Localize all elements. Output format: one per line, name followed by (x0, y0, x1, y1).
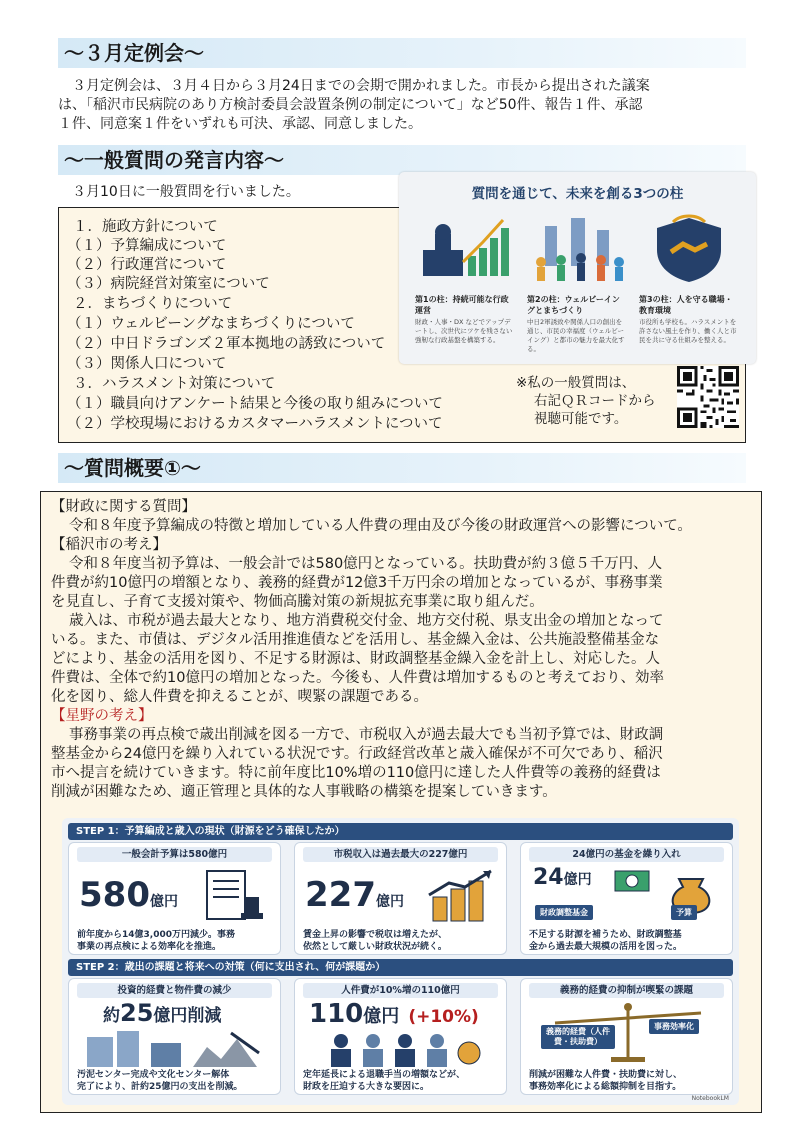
qr-code-icon[interactable] (673, 366, 743, 428)
section-heading-march-session: 〜３月定例会〜 (58, 38, 746, 68)
march-session-text (58, 77, 758, 134)
card-big-number: 227億円 (305, 875, 404, 915)
card-desc: 不足する財源を補うため、財政調整基 金から過去最大規模の活用を図った。 (529, 930, 683, 952)
topic-item: （２）中日ドラゴンズ２軍本拠地の誘致について (67, 336, 386, 352)
pillar-desc: 市役所も学校も。ハラスメントを許さない風土を作り、働く人と市民を共に守る仕組みを整える。 (639, 318, 737, 344)
pillar-title: 第1の柱：持続可能な行政運営 (415, 295, 509, 315)
card-big-number: 110億円 (+10%) (309, 999, 479, 1029)
topic-item: ３．ハラスメント対策について (73, 376, 276, 392)
city-view-line: 化を図り、総人件費を抑えることが、喫緊の課題である。 (51, 689, 428, 705)
section-heading-general-questions: 〜一般質問の発言内容〜 (58, 145, 746, 175)
card-big-number: 580億円 (79, 875, 178, 915)
card-desc: 定年延長による退職手当の増額などが、 財政を圧迫する大きな要因に。 (303, 1070, 466, 1092)
question-label: 【財政に関する質問】 (51, 499, 196, 515)
city-view-line: 件費は、全体で約10億円の増加となった。今後も、人件費は増加するものと考えており、効率 (51, 670, 664, 686)
topic-item: （３）関係人口について (67, 356, 227, 372)
qr-note-line: ※私の一般質問は、 (516, 375, 636, 391)
hoshino-view-line: 削減が困難なため、適正管理と具体的な人事戦略の構築を提案していきます。 (51, 784, 557, 800)
budget-tag: 予算 (671, 905, 697, 920)
notebooklm-watermark: NotebookLM (691, 1095, 729, 1102)
card-general-budget (68, 842, 281, 955)
city-view-line: を見直し、子育て支援対策や、物価高騰対策の新規拡充事業に取り組んだ。 (51, 594, 544, 610)
three-pillars-infographic (399, 172, 756, 364)
card-desc: 賃金上昇の影響で税収は増えたが、 依然として厳しい財政状況が続く。 (303, 930, 448, 952)
topic-item: （１）予算編成について (67, 238, 227, 254)
city-view-line: いる。また、市債は、デジタル活用推進債などを活用し、基金繰入金は、公共施設整備基金な (51, 632, 660, 648)
text-line: は、「稲沢市民病院のあり方検討委員会設置条例の制定について」など50件、報告１件、承認 (58, 97, 643, 113)
budget-steps-infographic (62, 818, 739, 1105)
section-heading-question-summary: 〜質問概要①〜 (58, 453, 746, 483)
city-view-label: 【稲沢市の考え】 (51, 537, 167, 553)
topic-item: （１）ウェルビーングなまちづくりについて (67, 316, 355, 332)
pillar-title: 第2の柱：ウェルビーイングとまちづくり (527, 295, 620, 315)
capitol-growth-icon (413, 212, 517, 284)
hoshino-view-label: 【星野の考え】 (51, 708, 153, 724)
city-view-line: 歳入は、市税が過去最大となり、地方消費税交付金、地方交付税、県支出金の増加となって (69, 613, 664, 629)
topic-item: （３）病院経営対策室について (67, 276, 270, 292)
card-title: 義務的経費の抑制が喫緊の課題 (529, 983, 724, 998)
card-desc: 削減が困難な人件費・扶助費に対し、 事務効率化による総額抑制を目指す。 (529, 1070, 683, 1092)
general-questions-intro: ３月10日に一般質問を行いました。 (72, 184, 300, 200)
card-investment-reduction (68, 978, 281, 1095)
city-view-line: どにより、基金の活用を図り、不足する財源は、財政調整基金繰入金を計上し、対応した。人 (51, 651, 660, 667)
topic-item: （２）行政運営について (67, 257, 227, 273)
card-title: 一般会計予算は580億円 (77, 847, 272, 862)
coins-growth-icon (425, 867, 499, 925)
card-tax-revenue (294, 842, 507, 955)
card-title: 人件費が10%増の110億円 (303, 983, 498, 998)
topic-item: １．施政方針について (73, 219, 218, 235)
topic-item: （２）学校現場におけるカスタマーハラスメントについて (67, 416, 443, 432)
buildings-demolition-icon (81, 1029, 271, 1067)
community-people-icon (525, 212, 629, 284)
card-title: 投資的経費と物件費の減少 (77, 983, 272, 998)
efficiency-tag: 事務効率化 (649, 1019, 699, 1034)
card-desc: 汚泥センター完成や文化センター解体 完了により、計約25億円の支出を削減。 (77, 1070, 243, 1092)
card-big-number: 24億円 (533, 865, 592, 890)
city-view-line: 令和８年度当初予算は、一般会計では580億円となっている。扶助費が約３億５千万円、人 (69, 556, 663, 572)
workers-icon (325, 1031, 485, 1067)
card-desc: 前年度から14億3,000万円減少。事務 事業の再点検による効率化を推進。 (77, 930, 235, 952)
question-text: 令和８年度予算編成の特徴と増加している人件費の理由及び今後の財政運営への影響について。 (69, 518, 692, 534)
qr-note-line: 右記ＱＲコードから (534, 393, 656, 409)
card-fund-transfer (520, 842, 733, 955)
hoshino-view-line: 事務事業の再点検で歳出削減を図る一方で、市税収入が過去最大でも当初予算では、財政調 (69, 727, 664, 743)
card-big-number: 約25億円削減 (103, 999, 222, 1027)
hoshino-view-line: 市へ提言を続けていきます。特に前年度比10%増の110億円に達した人件費等の義務的経費は (51, 765, 661, 781)
fund-tag: 財政調整基金 (535, 905, 593, 920)
text-line: １件、同意案１件をいずれも可決、承認、同意しました。 (58, 116, 422, 132)
mandatory-expense-tag: 義務的経費（人件費・扶助費） (541, 1025, 615, 1049)
topic-item: ２．まちづくりについて (73, 296, 233, 312)
card-mandatory-expense (520, 978, 733, 1095)
infographic-title: 質問を通じて、未来を創る3つの柱 (471, 186, 684, 202)
shield-handshake-icon (637, 212, 741, 284)
city-view-line: 件費が約10億円の増額となり、義務的経費が12億3千万円余の増加となっているが、事務事業 (51, 575, 663, 591)
hoshino-view-line: 整基金から24億円を繰り入れている状況です。行政経営改革と歳入確保が不可欠であり、稲沢 (51, 746, 663, 762)
step2-header: STEP 2：歳出の課題と将来への対策（何に支出され、何が課題か） (68, 959, 733, 976)
card-title: 24億円の基金を繰り入れ (529, 847, 724, 862)
document-stamp-icon (201, 867, 269, 923)
qr-note-line: 視聴可能です。 (534, 411, 628, 427)
text-line: ３月定例会は、３月４日から３月24日までの会期で開かれました。市長から提出された議案 (72, 78, 650, 94)
banknote-icon (613, 867, 651, 895)
card-title: 市税収入は過去最大の227億円 (303, 847, 498, 862)
pillar-title: 第3の柱：人を守る職場・教育環境 (639, 295, 733, 315)
card-personnel-cost (294, 978, 507, 1095)
qr-note (516, 374, 656, 428)
pillar-desc: 財政・人事・DX などでアップデートし、次世代にツケを残さない強靭な行政基盤を構築する。 (415, 318, 513, 344)
topic-item: （１）職員向けアンケート結果と今後の取り組みについて (67, 396, 443, 412)
step1-header: STEP 1：予算編成と歳入の現状（財源をどう確保したか） (68, 823, 733, 840)
pillar-desc: 中日2軍誘致や関係人口の創出を通じ、市民の幸福度（ウェルビーイング）と都市の魅力を最大化する。 (527, 318, 625, 353)
